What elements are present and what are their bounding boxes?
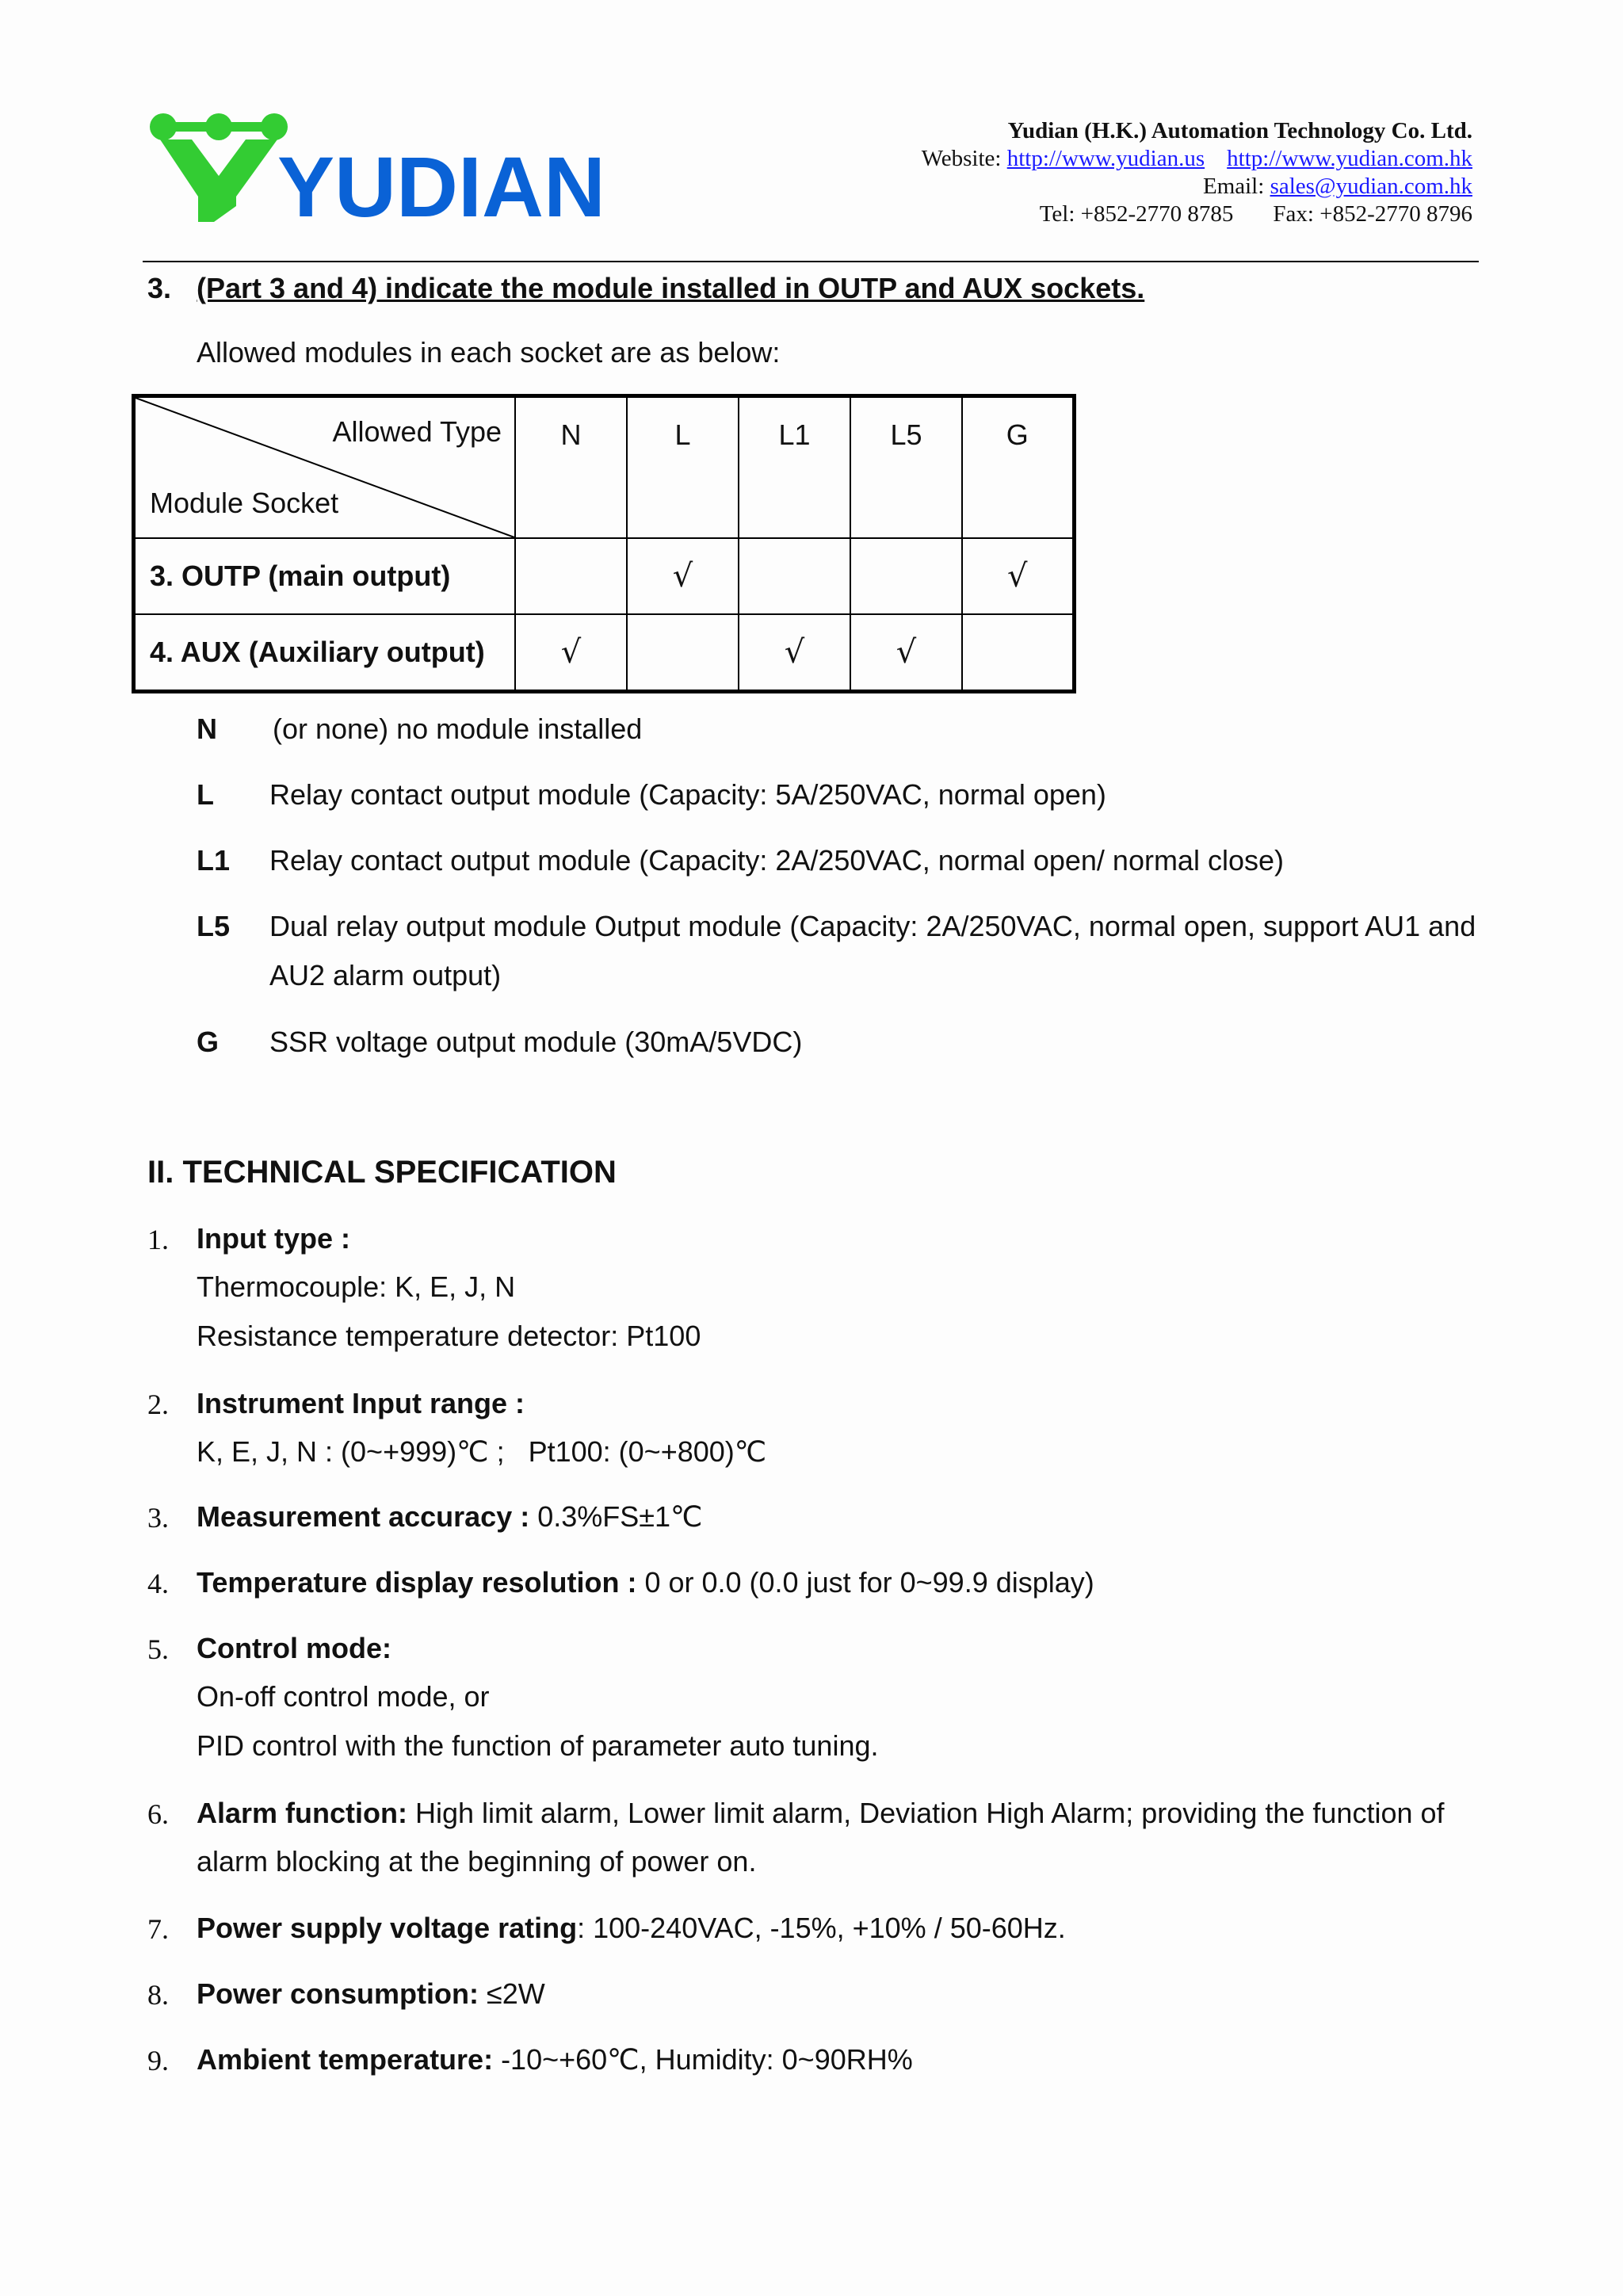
spec-row-power-supply <box>197 1912 1066 1944</box>
spec-value-accuracy: 0.3%FS±1℃ <box>529 1500 703 1533</box>
spec-label-ambient: Ambient temperature: <box>197 2043 494 2076</box>
spec-line-range: K, E, J, N : (0~+999)℃ ; Pt100: (0~+800)℃ <box>197 1435 767 1468</box>
row-label-outp: 3. OUTP (main output) <box>134 538 516 614</box>
logo-text: YUDIAN <box>277 139 606 235</box>
website-link-hk[interactable]: http://www.yudian.com.hk <box>1227 146 1472 171</box>
spec-num-8: 8. <box>147 1979 169 2011</box>
spec-row-accuracy <box>197 1501 703 1533</box>
legend-key-l5: L5 <box>197 910 231 942</box>
header-divider <box>143 261 1479 262</box>
spec-value-resolution: 0 or 0.0 (0.0 just for 0~99.9 display) <box>636 1566 1094 1599</box>
spec-line-rtd: Resistance temperature detector: Pt100 <box>197 1320 701 1352</box>
table-corner-cell <box>134 396 516 539</box>
section3-number: 3. <box>147 272 172 304</box>
col-header-l: L <box>627 396 739 539</box>
legend-key-n: N <box>197 712 217 745</box>
website-line <box>922 145 1472 173</box>
email-line <box>922 173 1472 201</box>
spec-num-2: 2. <box>147 1389 169 1420</box>
legend-text-l: Relay contact output module (Capacity: 5A/250VAC, normal open) <box>269 778 1106 811</box>
spec-num-1: 1. <box>147 1224 169 1255</box>
spec-label-accuracy: Measurement accuracy : <box>197 1500 530 1533</box>
email-label: Email: <box>1202 174 1265 199</box>
cell-outp-l: √ <box>627 538 739 614</box>
col-header-n: N <box>515 396 627 539</box>
col-header-l1: L1 <box>739 396 850 539</box>
legend-text-l5: Dual relay output module Output module (Capacity: 2A/250VAC, normal open, support AU1 and <box>269 910 1476 942</box>
legend-text-l1: Relay contact output module (Capacity: 2A/250VAC, normal open/ normal close) <box>269 844 1284 877</box>
col-header-g: G <box>962 396 1074 539</box>
legend-key-g: G <box>197 1026 220 1058</box>
cell-aux-l5: √ <box>850 614 962 692</box>
spec-label-resolution: Temperature display resolution : <box>197 1566 637 1599</box>
company-name: Yudian (H.K.) Automation Technology Co. Ltd. <box>1007 118 1472 143</box>
table-header-row <box>134 396 1075 539</box>
cell-outp-l1 <box>739 538 850 614</box>
spec-row-power-consumption <box>197 1978 545 2010</box>
company-info <box>922 117 1472 228</box>
spec-num-9: 9. <box>147 2045 169 2076</box>
website-label: Website: <box>921 146 1002 171</box>
spec-line-pid: PID control with the function of parameter auto tuning. <box>197 1729 879 1762</box>
tel: Tel: +852-2770 8785 <box>1039 201 1234 227</box>
spec-num-6: 6. <box>147 1798 169 1830</box>
table-row-aux <box>134 614 1075 692</box>
spec-label-control-mode: Control mode: <box>197 1632 391 1664</box>
module-socket-table <box>132 394 1076 693</box>
legend-text-l5-cont: AU2 alarm output) <box>269 959 502 991</box>
spec-row-resolution <box>197 1567 1094 1599</box>
spec-label-power-supply: Power supply voltage rating <box>197 1912 578 1944</box>
cell-outp-l5 <box>850 538 962 614</box>
corner-module-socket: Module Socket <box>150 487 339 519</box>
row-label-aux: 4. AUX (Auxiliary output) <box>134 614 516 692</box>
spec-line-thermocouple: Thermocouple: K, E, J, N <box>197 1270 516 1303</box>
cell-aux-l1: √ <box>739 614 850 692</box>
spec-value-ambient: -10~+60℃, Humidity: 0~90RH% <box>493 2043 913 2076</box>
spec-row-ambient <box>197 2044 913 2076</box>
cell-outp-g: √ <box>962 538 1074 614</box>
spec-row-alarm <box>197 1797 1476 1829</box>
col-header-l5: L5 <box>850 396 962 539</box>
spec-num-4: 4. <box>147 1568 169 1599</box>
cell-aux-n: √ <box>515 614 627 692</box>
legend-text-g: SSR voltage output module (30mA/5VDC) <box>269 1026 803 1058</box>
spec-line-onoff: On-off control mode, or <box>197 1680 490 1713</box>
spec-num-3: 3. <box>147 1502 169 1534</box>
corner-allowed-type: Allowed Type <box>332 415 502 448</box>
legend-key-l1: L1 <box>197 844 231 877</box>
email-link[interactable]: sales@yudian.com.hk <box>1270 174 1472 199</box>
section3-heading: (Part 3 and 4) indicate the module installed in OUTP and AUX sockets. <box>197 272 1145 304</box>
phone-line <box>922 201 1472 228</box>
spec-label-power-consumption: Power consumption: <box>197 1977 479 2010</box>
yudian-logo <box>143 103 606 235</box>
spec-title: II. TECHNICAL SPECIFICATION <box>147 1155 617 1190</box>
legend-key-l: L <box>197 778 214 811</box>
cell-aux-g <box>962 614 1074 692</box>
cell-outp-n <box>515 538 627 614</box>
website-link-us[interactable]: http://www.yudian.us <box>1006 146 1205 171</box>
spec-num-7: 7. <box>147 1913 169 1945</box>
table-row-outp <box>134 538 1075 614</box>
fax: Fax: +852-2770 8796 <box>1273 201 1472 227</box>
section3-intro: Allowed modules in each socket are as below: <box>197 336 781 369</box>
logo-mark-icon <box>150 113 288 222</box>
legend-text-n: (or none) no module installed <box>273 712 643 745</box>
spec-label-input-range: Instrument Input range : <box>197 1387 525 1419</box>
spec-label-alarm: Alarm function: <box>197 1797 407 1829</box>
spec-line-alarm-blocking: alarm blocking at the beginning of power on. <box>197 1845 757 1878</box>
spec-value-power-consumption: ≤2W <box>479 1977 545 2010</box>
spec-value-power-supply: : 100-240VAC, -15%, +10% / 50-60Hz. <box>577 1912 1066 1944</box>
spec-num-5: 5. <box>147 1633 169 1665</box>
spec-label-input-type: Input type : <box>197 1222 350 1255</box>
cell-aux-l <box>627 614 739 692</box>
spec-value-alarm: High limit alarm, Lower limit alarm, Deviation High Alarm; providing the function of <box>407 1797 1445 1829</box>
